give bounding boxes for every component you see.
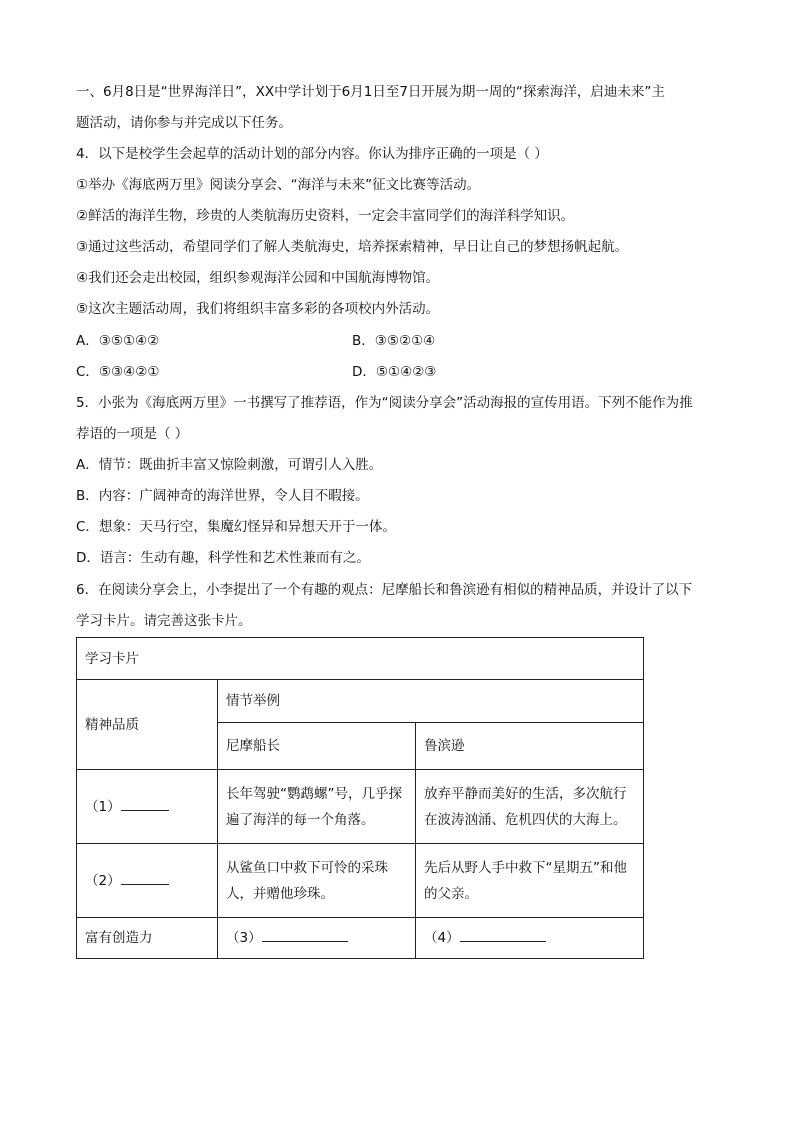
row-3-crusoe — [416, 918, 644, 959]
row-2-crusoe — [416, 844, 644, 918]
question-4-item-5: ⑤这次主题活动周，我们将组织丰富多彩的各项校内外活动。 — [76, 301, 440, 317]
question-4-item-3: ③通过这些活动，希望同学们了解人类航海史，培养探索精神，早日让自己的梦想扬帆起航。 — [76, 239, 629, 255]
question-6-stem-line-1: 6．在阅读分享会上，小李提出了一个有趣的观点：尼摩船长和鲁滨逊有相似的精神品质，并设计了以下 — [76, 582, 693, 598]
row-3-crusoe-number: （4） — [424, 930, 460, 946]
row-2-nemo-line-2: 人，并赠他珍珠。 — [226, 885, 334, 902]
question-5-stem-line-2: 荐语的一项是（ ） — [76, 426, 189, 442]
header-quality: 精神品质 — [77, 680, 218, 770]
answer-blank-3[interactable] — [262, 927, 348, 942]
row-1-crusoe-line-2: 在波涛汹涌、危机四伏的大海上。 — [424, 811, 627, 828]
question-4-option-a: A．③⑤①④② — [76, 333, 160, 349]
question-5-stem-line-1: 5．小张为《海底两万里》一书撰写了推荐语，作为“阅读分享会”活动海报的宣传用语。下列不能作为推 — [76, 395, 693, 411]
question-5-option-b: B．内容：广阔神奇的海洋世界，令人目不暇接。 — [76, 488, 369, 504]
header-crusoe: 鲁滨逊 — [416, 723, 644, 770]
question-5-option-a: A．情节：既曲折丰富又惊险刺激，可谓引人入胜。 — [76, 457, 383, 473]
row-1-crusoe-line-1: 放弃平静而美好的生活，多次航行 — [424, 785, 627, 802]
row-1-nemo-line-1: 长年驾驶“鹦鹉螺”号，几乎探 — [226, 785, 402, 802]
section-intro-line-1: 一、6月8日是“世界海洋日”，XX中学计划于6月1日至7日开展为期一周的“探索海洋，启迪未来”主 — [76, 84, 665, 100]
question-4-item-2: ②鲜活的海洋生物，珍贵的人类航海历史资料，一定会丰富同学们的海洋科学知识。 — [76, 208, 575, 224]
section-intro-line-2: 题活动，请你参与并完成以下任务。 — [76, 115, 292, 131]
learning-card-table — [76, 637, 644, 959]
row-1-number: （1） — [85, 798, 121, 815]
question-4-stem: 4．以下是校学生会起草的活动计划的部分内容。你认为排序正确的一项是（ ） — [76, 146, 548, 162]
answer-blank-1[interactable] — [121, 796, 169, 811]
row-2-nemo — [218, 844, 416, 918]
header-nemo: 尼摩船长 — [218, 723, 416, 770]
row-1-label — [77, 770, 218, 844]
answer-blank-2[interactable] — [121, 870, 169, 885]
question-5-option-c: C．想象：天马行空，集魔幻怪异和异想天开于一体。 — [76, 519, 396, 535]
row-1-nemo — [218, 770, 416, 844]
row-3-label: 富有创造力 — [77, 918, 218, 959]
question-6-stem-line-2: 学习卡片。请完善这张卡片。 — [76, 613, 252, 629]
question-4-option-c: C．⑤③④②① — [76, 364, 160, 380]
row-3-nemo-number: （3） — [226, 930, 262, 946]
row-1-crusoe — [416, 770, 644, 844]
question-4-item-4: ④我们还会走出校园，组织参观海洋公园和中国航海博物馆。 — [76, 270, 440, 286]
row-3-nemo — [218, 918, 416, 959]
row-2-nemo-line-1: 从鲨鱼口中救下可怜的采珠 — [226, 859, 388, 876]
row-2-number: （2） — [85, 872, 121, 889]
question-5-option-d: D．语言：生动有趣，科学性和艺术性兼而有之。 — [76, 550, 370, 566]
question-4-option-d: D．⑤①④②③ — [352, 364, 437, 380]
row-2-crusoe-line-1: 先后从野人手中救下“星期五”和他 — [424, 859, 627, 876]
row-2-label — [77, 844, 218, 918]
row-1-nemo-line-2: 遍了海洋的每一个角落。 — [226, 811, 375, 828]
question-4-option-b: B．③⑤②①④ — [352, 333, 436, 349]
row-2-crusoe-line-2: 的父亲。 — [424, 885, 478, 902]
header-examples: 情节举例 — [218, 680, 644, 723]
card-title: 学习卡片 — [77, 638, 644, 680]
question-4-item-1: ①举办《海底两万里》阅读分享会、“海洋与未来”征文比赛等活动。 — [76, 177, 481, 193]
answer-blank-4[interactable] — [460, 927, 546, 942]
